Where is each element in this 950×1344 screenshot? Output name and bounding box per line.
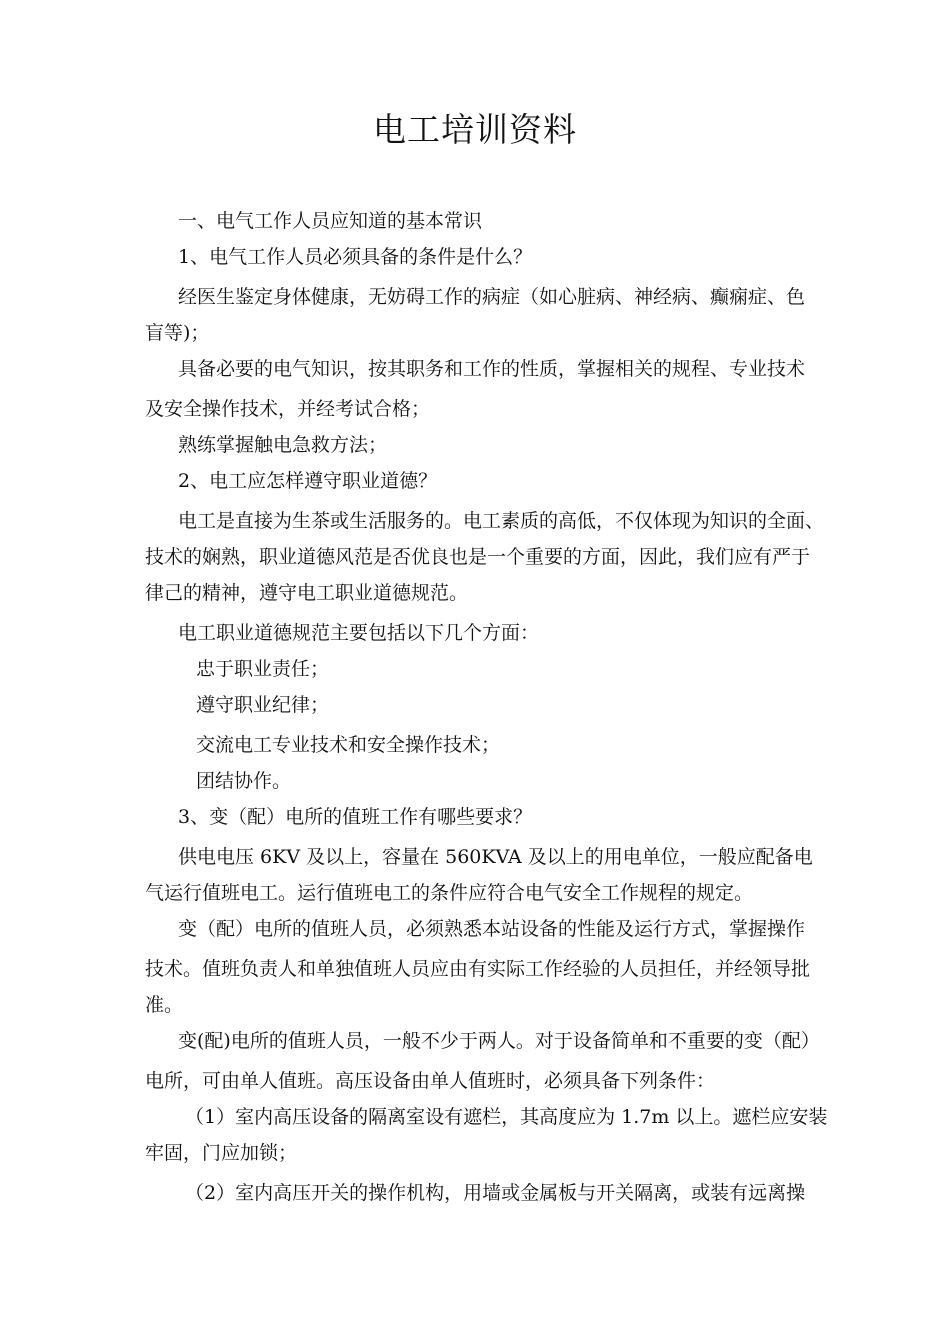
paragraph-line: 技术的娴熟，职业道德风范是否优良也是一个重要的方面，因此，我们应有严于 xyxy=(145,546,811,568)
paragraph-line: 变(配)电所的值班人员，一般不少于两人。对于设备简单和不重要的变（配） xyxy=(178,1030,820,1052)
paragraph-line: 具备必要的电气知识，按其职务和工作的性质，掌握相关的规程、专业技术 xyxy=(178,358,806,380)
paragraph-line: 牢固，门应加锁； xyxy=(145,1142,298,1164)
paragraph-line: 电所，可由单人值班。高压设备由单人值班时，必须具备下列条件： xyxy=(145,1070,716,1092)
paragraph-line: 供电电压 6KV 及以上，容量在 560KVA 及以上的用电单位，一般应配备电 xyxy=(178,846,813,868)
list-item: （1）室内高压设备的隔离室设有遮栏，其高度应为 1.7m 以上。遮栏应安装 xyxy=(185,1106,828,1128)
paragraph-line: 准。 xyxy=(145,994,184,1016)
paragraph-line: 律己的精神，遵守电工职业道德规范。 xyxy=(145,582,469,604)
paragraph-line: 变（配）电所的值班人员，必须熟悉本站设备的性能及运行方式，掌握操作 xyxy=(178,918,806,940)
question-heading: 2、电工应怎样遵守职业道德？ xyxy=(178,470,438,492)
list-item: 团结协作。 xyxy=(196,770,292,792)
document-title: 电工培训资料 xyxy=(373,110,577,149)
paragraph-line: 技术。值班负责人和单独值班人员应由有实际工作经验的人员担任，并经领导批 xyxy=(145,958,811,980)
question-heading: 3、变（配）电所的值班工作有哪些要求？ xyxy=(178,806,533,828)
paragraph-line: 熟练掌握触电急救方法； xyxy=(178,434,388,456)
list-item: 忠于职业责任； xyxy=(196,658,330,680)
list-item: 交流电工专业技术和安全操作技术； xyxy=(196,734,501,756)
paragraph-line: 气运行值班电工。运行值班电工的条件应符合电气安全工作规程的规定。 xyxy=(145,882,754,904)
paragraph-line: 电工是直接为生茶或生活服务的。电工素质的高低，不仅体现为知识的全面、 xyxy=(178,510,825,532)
question-heading: 1、电气工作人员必须具备的条件是什么？ xyxy=(178,246,533,268)
paragraph-line: 盲等)； xyxy=(145,322,210,344)
list-item: （2）室内高压开关的操作机构，用墙或金属板与开关隔离，或装有远离操 xyxy=(185,1182,806,1204)
list-item: 遵守职业纪律； xyxy=(196,694,330,716)
paragraph-line: 及安全操作技术，并经考试合格； xyxy=(145,398,431,420)
section-heading: 一、电气工作人员应知道的基本常识 xyxy=(178,210,483,232)
paragraph-line: 经医生鉴定身体健康，无妨碍工作的病症（如心脏病、神经病、癫痫症、色 xyxy=(178,286,806,308)
paragraph-line: 电工职业道德规范主要包括以下几个方面： xyxy=(178,622,540,644)
